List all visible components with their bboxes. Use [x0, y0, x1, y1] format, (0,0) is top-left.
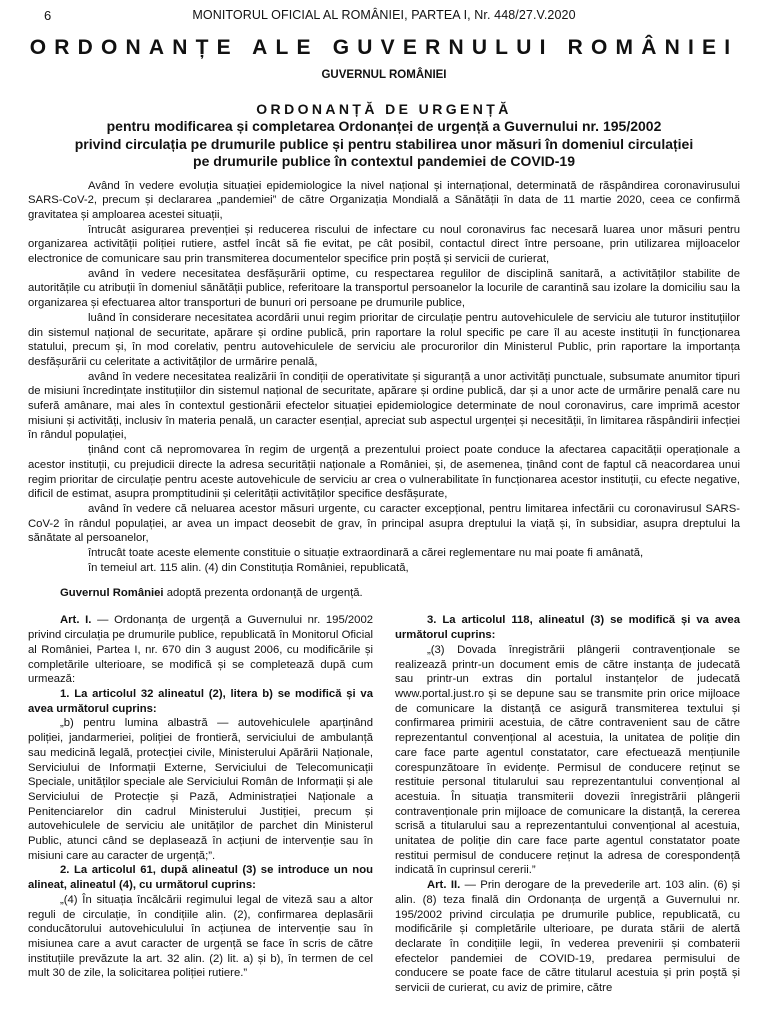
article-2: [395, 878, 740, 996]
running-header: MONITORUL OFICIAL AL ROMÂNIEI, PARTEA I, Nr. 448/27.V.2020: [192, 8, 576, 22]
amendment-2-text: „(4) În situația încălcării regimului legal de viteză sau a altor reguli de circulație, în condițiile alin. (2), confirmarea deplasării conducătorului autovehiculului în acțiunea de intervenție sau în misiunea care a avut caracter de urgență se face în scris de către instituțiile prevăzute la art. 32 alin. (2) lit. a) și b), în termen de cel mult 30 de zile, la solicitarea poliției rutiere.”: [28, 893, 373, 980]
adoption-subject: Guvernul României: [60, 587, 164, 600]
article-columns: [28, 613, 740, 995]
amendment-3-title: 3. La articolul 118, alineatul (3) se modifică și va avea următorul cuprins:: [395, 614, 740, 642]
article-1-text: — Ordonanța de urgență a Guvernului nr. 195/2002 privind circulația pe drumurile publice, republicată în Monitorul Oficial al României, Partea I, nr. 670 din 3 august 2006, cu modificările și completările ulterioare, se modifică și se completează după cum urmează:: [28, 614, 374, 686]
preamble-paragraph: având în vedere că neluarea acestor măsuri urgente, cu caracter excepțional, pentru limitarea infectării cu coronavirusul SARS-CoV-2 în rândul populației, ar avea un impact deosebit de grav, în principal asupra dreptului la viață și, în subsidiar, asupra dreptului la sănătate al persoanelor,: [28, 502, 740, 545]
page-number: 6: [44, 8, 52, 23]
article-2-text: — Prin derogare de la prevederile art. 103 alin. (6) și alin. (8) teza finală din Ordonanța de urgență a Guvernului nr. 195/2002 privind circulația pe drumurile publice, republicată, cu modificările și completările ulterioare, pe durata stării de alertă declarate în condițiile legii, în vederea prevenirii și combaterii efectelor pandemiei de COVID-19, predarea permisului de conducere se poate face de către titularul acestuia și prin poștă și servicii de curierat, cu aviz de primire, către: [395, 879, 740, 995]
section-title: ORDONANȚE ALE GUVERNULUI ROMÂNIEI: [29, 36, 739, 59]
document-type: ORDONANȚĂ DE URGENȚĂ: [256, 101, 512, 117]
subtitle-line: privind circulația pe drumurile publice și pentru stabilirea unor măsuri în domeniul circulației: [74, 135, 694, 152]
document-subtitle: [28, 118, 740, 171]
preamble-paragraph: Având în vedere evoluția situației epidemiologice la nivel național și internațional, determinată de răspândirea coronavirusului SARS-CoV-2, precum și declararea „pandemiei” de către Organizația Mondială a Sănătății în data de 11 martie 2020, ceea ce confirmă gravitatea și amploarea acestei situații,: [28, 179, 740, 221]
preamble-paragraph: întrucât asigurarea prevenției și reducerea riscului de infectare cu noul coronavirus fac necesară luarea unor măsuri pentru organizarea activității poliției rutiere, astfel încât să fie evitat, pe cât posibil, contactul direct între persoane, prin utilizarea mijloacelor electronice de comunicare sau prin transmiterea documentelor specifice prin poștă și servicii de curierat,: [28, 223, 740, 266]
preamble-paragraph: având în vedere necesitatea desfășurării optime, cu respectarea regulilor de disciplină sanitară, a activităților stabilite de autoritățile cu atribuții în domeniul sănătății publice, referitoare la transportul persoanelor la locurile de carantină sau izolare la domiciliu sau la organizarea și efectuarea altor transporturi de bunuri ori persoane pe drumurile publice,: [28, 267, 740, 310]
amendment-2-title: 2. La articolul 61, după alineatul (3) se introduce un nou alineat, alineatul (4), cu următorul cuprins:: [28, 864, 373, 892]
preamble: [28, 179, 740, 576]
subtitle-line: pe drumurile publice în contextul pandemiei de COVID-19: [193, 153, 575, 169]
preamble-paragraph: având în vedere necesitatea realizării în condiții de operativitate și siguranță a unor activități punctuale, subsumate anumitor tipuri de misiuni încredințate instituțiilor din sistemul național de securitate, apărare și ordine publică, dar și a unor acte de urmărire penală care nu suferă amânare, mai ales în contextul gestionării efectelor situației epidemiologice determinate de noul coronavirus, care imprimă acestor misiuni și activități, inclusiv în materia penală, un caracter esențial, apreciat sub aspectul urgenței și necesității, în limitarea răspândirii infecției în rândul populației,: [28, 370, 740, 442]
right-column: [395, 613, 740, 995]
issuer: GUVERNUL ROMÂNIEI: [321, 69, 447, 81]
preamble-paragraph: ținând cont că nepromovarea în regim de urgență a prezentului proiect poate conduce la afectarea capacității operaționale a acestor instituții, cu prejudicii directe la adresa securității naționale a României, și, de asemenea, ținând cont de faptul că neacordarea unui regim prioritar de circulație pentru aceste autovehicule de serviciu ar crea o vulnerabilitate în funcționarea acestor instituții, cu efecte negative, dificil de estimat, asupra promptitudinii și celerității activităților specifice desfășurate,: [28, 444, 740, 501]
left-column: [28, 613, 373, 995]
preamble-paragraph: luând în considerare necesitatea acordării unui regim prioritar de circulație pentru autovehiculele de serviciu ale tuturor instituțiilor din sistemul național de securitate, apărare și ordine publică, prin raportare la rolul specific pe care îl au aceste instituții în funcționarea statului, precum și, în mod corelativ, pentru autovehiculele de serviciu ale procurorilor din Ministerul Public, prin raportare la importanța desfășurării cu celeritate a activităților de urmărire penală,: [28, 311, 740, 368]
preamble-paragraph: în temeiul art. 115 alin. (4) din Constituția României, republicată,: [88, 561, 409, 574]
article-1-label: Art. I.: [60, 614, 92, 627]
page-header: [28, 0, 740, 24]
amendment-3-text: „(3) Dovada înregistrării plângerii contravenționale se realizează printr-un document emis de către instanța de judecată sau printr-un extras din portalul instanțelor de judecată www.portal.just.ro și se depune sau se transmite prin orice mijloace de comunicare la distanță ce asigură transmiterea textului și confirmarea primirii acestuia, de către contravenient sau de către reprezentantul convențional al acestuia, la unitatea de poliție din care face parte agentul constatator, care efectuează mențiunile corespunzătoare în evidențe. Permisul de conducere reținut se restituie personal titularului sau reprezentantului convențional al acestuia. În situația transmiterii dovezii înregistrării plângerii contravenționale prin mijloace de comunicare la distanță, la cererea scrisă a titularului sau a reprezentantului convențional al acestuia, unitatea de poliție din care face parte agentul constatator poate restitui permisul de conducere reținut la adresa de corespondență indicată în cuprinsul cererii.”: [395, 643, 740, 877]
amendment-1-text: „b) pentru lumina albastră — autovehiculele aparținând poliției, jandarmeriei, poliției de frontieră, serviciului de ambulanță sau medicină legală, protecției civile, Ministerului Apărării Naționale, Serviciului de Informații Externe, Serviciului de Telecomunicații Speciale, unităților speciale ale Serviciului Român de Informații și ale Serviciului de Protecție și Pază, Administrației Naționale a Penitenciarelor din cadrul Ministerului Justiției, precum și autovehiculele de serviciu ale unităților de parchet din Ministerul Public, atunci când se deplasează în acțiuni de intervenție sau în misiuni care au caracter de urgență;”.: [28, 717, 373, 862]
article-2-label: Art. II.: [427, 879, 461, 892]
article-1: [28, 613, 373, 687]
preamble-paragraph: întrucât toate aceste elemente constituie o situație extraordinară a cărei reglementare nu mai poate fi amânată,: [88, 547, 644, 560]
amendment-1-title: 1. La articolul 32 alineatul (2), litera b) se modifică și va avea următorul cuprins:: [28, 688, 373, 715]
adoption-text: adoptă prezenta ordonanță de urgență.: [163, 587, 363, 600]
subtitle-line: pentru modificarea și completarea Ordonanței de urgență a Guvernului nr. 195/2002: [106, 118, 662, 134]
adoption-statement: [28, 587, 740, 599]
